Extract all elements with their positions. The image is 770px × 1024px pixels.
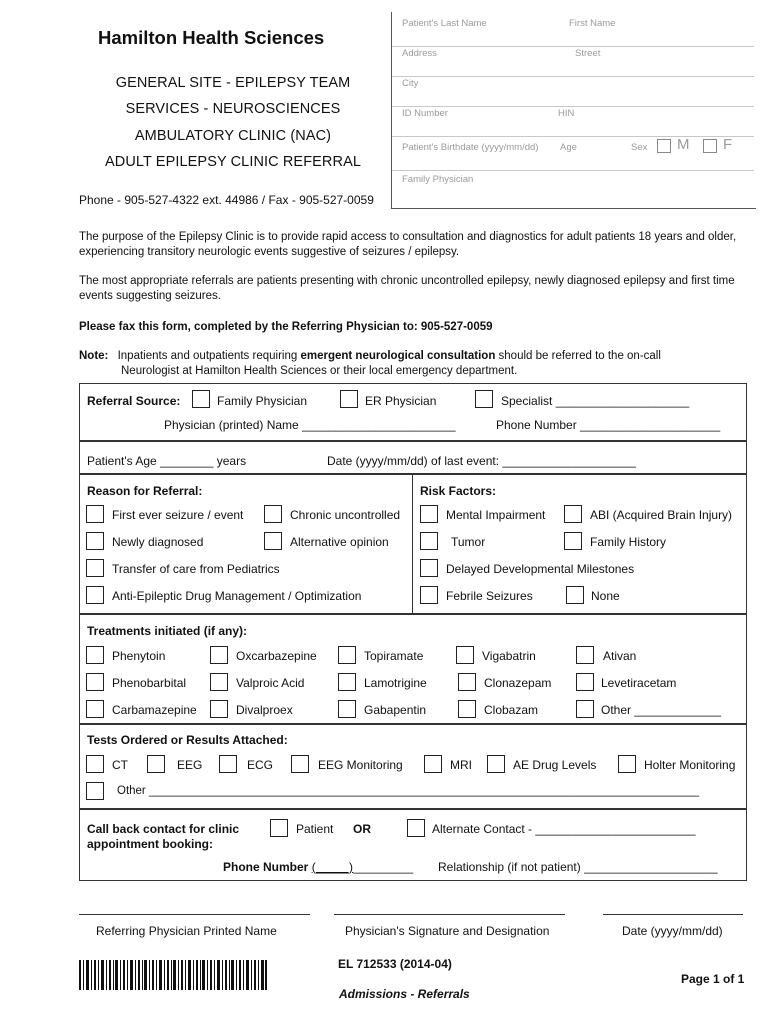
lamotrigine-label: Lamotrigine: [364, 676, 427, 690]
callback-phone-area: (_____): [311, 860, 354, 874]
levetiracetam-label: Levetiracetam: [601, 676, 677, 690]
id-number-label: ID Number: [402, 108, 448, 119]
note-text-pre: Inpatients and outpatients requiring: [117, 350, 301, 362]
chronic-checkbox[interactable]: [264, 505, 282, 523]
printed-name-caption: Referring Physician Printed Name: [96, 924, 277, 938]
signature-line[interactable]: [334, 914, 565, 915]
lamotrigine-checkbox[interactable]: [338, 673, 356, 691]
eeg-checkbox[interactable]: [147, 755, 165, 773]
note-text-post: should be referred to the on-call: [495, 350, 661, 362]
note-line-1: [79, 349, 751, 364]
eeg-label: EEG: [177, 758, 203, 772]
ativan-label: Ativan: [603, 649, 637, 663]
delayed-milestones-checkbox[interactable]: [420, 559, 438, 577]
intro-appropriate-referrals: The most appropriate referrals are patients presenting with chronic uncontrolled epilepsy, newly diagnosed epilepsy and first time events suggesting seizures.: [79, 275, 735, 302]
ecg-checkbox[interactable]: [219, 755, 237, 773]
febrile-seizures-checkbox[interactable]: [420, 586, 438, 604]
callback-heading-line-2: appointment booking:: [87, 837, 213, 851]
ct-checkbox[interactable]: [86, 755, 104, 773]
topiramate-checkbox[interactable]: [338, 646, 356, 664]
callback-phone-field[interactable]: [223, 860, 413, 874]
street-label: Street: [575, 48, 601, 59]
sex-f-label: F: [723, 136, 733, 153]
family-history-checkbox[interactable]: [564, 532, 582, 550]
levetiracetam-checkbox[interactable]: [576, 673, 594, 691]
first-ever-checkbox[interactable]: [86, 505, 104, 523]
age-label: Age: [560, 142, 577, 153]
alternate-contact-field[interactable]: Alternate Contact - ________________________: [432, 822, 696, 836]
oxcarbazepine-label: Oxcarbazepine: [236, 649, 317, 663]
clonazepam-checkbox[interactable]: [458, 673, 476, 691]
department-label: Admissions - Referrals: [339, 987, 470, 1001]
oxcarbazepine-checkbox[interactable]: [210, 646, 228, 664]
form-title-line-2: SERVICES - NEUROSCIENCES: [125, 101, 341, 117]
address-field[interactable]: [392, 46, 754, 77]
eeg-monitoring-checkbox[interactable]: [291, 755, 309, 773]
alternative-opinion-label: Alternative opinion: [290, 535, 389, 549]
transfer-label: Transfer of care from Pediatrics: [112, 562, 280, 576]
last-name-label: Patient's Last Name: [402, 18, 487, 29]
newly-diagnosed-checkbox[interactable]: [86, 532, 104, 550]
mri-checkbox[interactable]: [424, 755, 442, 773]
alternative-opinion-checkbox[interactable]: [264, 532, 282, 550]
reason-heading: Reason for Referral:: [87, 484, 203, 498]
specialist-checkbox[interactable]: [475, 390, 493, 408]
tumor-checkbox[interactable]: [420, 532, 438, 550]
sex-m-label: M: [677, 136, 690, 153]
patient-age-field[interactable]: Patient's Age ________ years: [87, 454, 247, 468]
specialist-option[interactable]: Specialist ____________________: [501, 394, 690, 408]
transfer-checkbox[interactable]: [86, 559, 104, 577]
abi-checkbox[interactable]: [564, 505, 582, 523]
note-line-2: Neurologist at Hamilton Health Sciences or their local emergency department.: [121, 365, 518, 377]
phenytoin-label: Phenytoin: [112, 649, 166, 663]
form-title-line-3: AMBULATORY CLINIC (NAC): [134, 128, 332, 144]
callback-heading-line-1: Call back contact for clinic: [87, 822, 240, 836]
clobazam-label: Clobazam: [484, 703, 539, 717]
tests-heading: Tests Ordered or Results Attached:: [87, 733, 288, 747]
page-number: Page 1 of 1: [681, 972, 745, 986]
contact-phone-fax: Phone - 905-527-4322 ext. 44986 / Fax - 905-527-0059: [79, 193, 374, 207]
fax-instruction: Please fax this form, completed by the Referring Physician to: 905-527-0059: [79, 321, 493, 333]
holter-monitoring-checkbox[interactable]: [618, 755, 636, 773]
city-field[interactable]: [392, 76, 754, 107]
form-title-line-1: GENERAL SITE - EPILEPSY TEAM: [115, 75, 351, 91]
none-label: None: [591, 589, 620, 603]
signature-caption: Physician's Signature and Designation: [345, 924, 550, 938]
form-title-line-4: ADULT EPILEPSY CLINIC REFERRAL: [104, 154, 362, 170]
last-event-date-field[interactable]: Date (yyyy/mm/dd) of last event: ____________________: [327, 454, 636, 468]
abi-label: ABI (Acquired Brain Injury): [590, 508, 733, 522]
treatments-heading: Treatments initiated (if any):: [87, 624, 248, 638]
sex-m-checkbox[interactable]: [657, 139, 671, 153]
carbamazepine-label: Carbamazepine: [112, 703, 197, 717]
ecg-label: ECG: [247, 758, 274, 772]
phenobarbital-checkbox[interactable]: [86, 673, 104, 691]
referral-phone-field[interactable]: Phone Number _____________________: [496, 418, 721, 432]
mental-impairment-checkbox[interactable]: [420, 505, 438, 523]
sex-f-checkbox[interactable]: [703, 139, 717, 153]
chronic-label: Chronic uncontrolled: [290, 508, 401, 522]
carbamazepine-checkbox[interactable]: [86, 700, 104, 718]
febrile-seizures-label: Febrile Seizures: [446, 589, 533, 603]
id-hin-field[interactable]: [392, 106, 754, 137]
callback-phone-label: Phone Number: [223, 860, 312, 874]
ativan-checkbox[interactable]: [576, 646, 594, 664]
callback-patient-checkbox[interactable]: [270, 819, 288, 837]
note-text-bold: emergent neurological consultation: [300, 350, 496, 362]
aed-management-label: Anti-Epileptic Drug Management / Optimization: [112, 589, 362, 603]
clonazepam-label: Clonazepam: [484, 676, 552, 690]
risk-heading: Risk Factors:: [420, 484, 497, 498]
other-test-checkbox[interactable]: [86, 782, 104, 800]
gabapentin-label: Gabapentin: [364, 703, 427, 717]
er-physician-option: ER Physician: [365, 394, 437, 408]
referral-source-section: [79, 383, 747, 441]
reason-risk-divider: [412, 474, 413, 614]
er-physician-checkbox[interactable]: [340, 390, 358, 408]
other-treatment-field[interactable]: Other _____________: [601, 703, 722, 717]
callback-phone-rest: _________: [353, 860, 414, 874]
tumor-label: Tumor: [451, 535, 486, 549]
divalproex-checkbox[interactable]: [210, 700, 228, 718]
patient-name-field[interactable]: [392, 16, 754, 47]
birthdate-label: Patient's Birthdate (yyyy/mm/dd): [402, 142, 539, 153]
vigabatrin-label: Vigabatrin: [482, 649, 536, 663]
ae-drug-levels-checkbox[interactable]: [487, 755, 505, 773]
family-physician-label: Family Physician: [402, 174, 474, 185]
date-line[interactable]: [603, 914, 743, 915]
form-code: EL 712533 (2014-04): [338, 957, 452, 971]
referral-source-heading: Referral Source:: [87, 394, 181, 408]
newly-diagnosed-label: Newly diagnosed: [112, 535, 204, 549]
valproic-acid-label: Valproic Acid: [236, 676, 305, 690]
divalproex-label: Divalproex: [236, 703, 293, 717]
callback-or-label: OR: [353, 822, 371, 836]
other-test-field[interactable]: Other ______________________________________________________________________________________: [117, 785, 699, 797]
family-history-label: Family History: [590, 535, 667, 549]
intro-purpose: The purpose of the Epilepsy Clinic is to provide rapid access to consultation and diagnostics for adult patients 18 years and older, experiencing transitory neurologic events suggestive of seizures / epilepsy.: [79, 231, 737, 258]
none-checkbox[interactable]: [566, 586, 584, 604]
first-name-label: First Name: [569, 18, 616, 29]
family-physician-option: Family Physician: [217, 394, 308, 408]
city-label: City: [402, 78, 419, 89]
valproic-acid-checkbox[interactable]: [210, 673, 228, 691]
other-treatment-checkbox[interactable]: [576, 700, 594, 718]
mental-impairment-label: Mental Impairment: [446, 508, 546, 522]
address-label: Address: [402, 48, 437, 59]
phenytoin-checkbox[interactable]: [86, 646, 104, 664]
family-physician-checkbox[interactable]: [192, 390, 210, 408]
phenobarbital-label: Phenobarbital: [112, 676, 187, 690]
barcode-image: [79, 960, 267, 990]
topiramate-label: Topiramate: [364, 649, 424, 663]
physician-printed-name-field[interactable]: Physician (printed) Name _______________________: [164, 418, 456, 432]
ae-drug-levels-label: AE Drug Levels: [513, 758, 597, 772]
patient-area-border-bottom: [391, 208, 756, 209]
callback-patient-label: Patient: [296, 822, 334, 836]
aed-management-checkbox[interactable]: [86, 586, 104, 604]
ct-label: CT: [112, 758, 128, 772]
organization-name: Hamilton Health Sciences: [98, 27, 325, 48]
vigabatrin-checkbox[interactable]: [456, 646, 474, 664]
birthdate-age-sex-field[interactable]: [392, 136, 754, 171]
note-label: Note:: [79, 350, 109, 362]
delayed-milestones-label: Delayed Developmental Milestones: [446, 562, 635, 576]
relationship-field[interactable]: Relationship (if not patient) ____________________: [438, 860, 718, 874]
first-ever-label: First ever seizure / event: [112, 508, 244, 522]
sex-label: Sex: [631, 142, 648, 153]
mri-label: MRI: [450, 758, 472, 772]
hin-label: HIN: [558, 108, 575, 119]
printed-name-line[interactable]: [79, 914, 310, 915]
date-caption: Date (yyyy/mm/dd): [622, 924, 723, 938]
eeg-monitoring-label: EEG Monitoring: [318, 758, 403, 772]
clobazam-checkbox[interactable]: [458, 700, 476, 718]
alternate-contact-checkbox[interactable]: [407, 819, 425, 837]
holter-monitoring-label: Holter Monitoring: [644, 758, 736, 772]
gabapentin-checkbox[interactable]: [338, 700, 356, 718]
